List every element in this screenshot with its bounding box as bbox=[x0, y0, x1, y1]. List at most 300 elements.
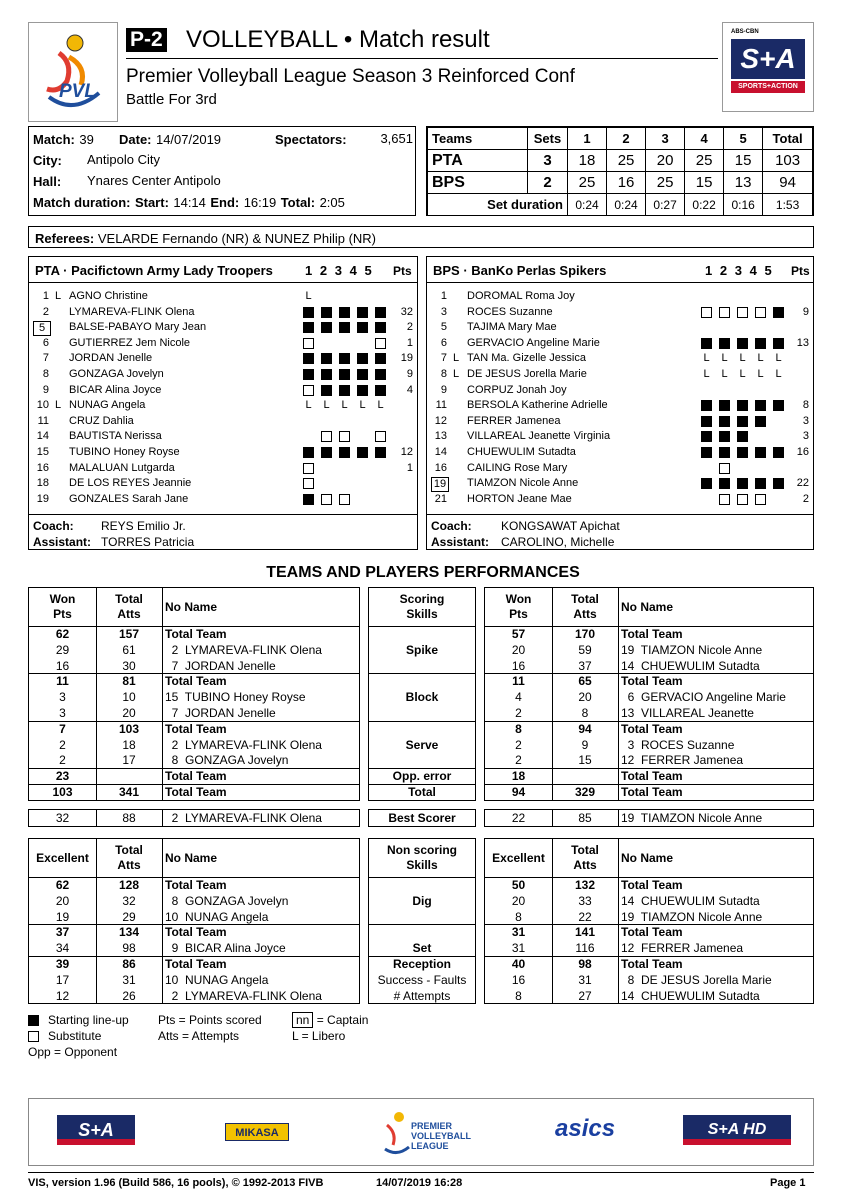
stat-value: 7 bbox=[59, 721, 66, 736]
libero-mark: L bbox=[757, 368, 764, 380]
libero-mark: L bbox=[775, 352, 782, 365]
pts-col: Pts bbox=[791, 264, 810, 278]
left-team-column bbox=[28, 838, 360, 1004]
stat-value: 16 bbox=[55, 658, 70, 673]
starter-square-icon bbox=[719, 416, 730, 427]
starter-square-icon bbox=[737, 478, 748, 489]
set-col: 3 bbox=[334, 263, 342, 278]
stat-attempts: 98 bbox=[578, 957, 592, 971]
player-name: DE LOS REYES Jeannie bbox=[69, 477, 192, 490]
header-total-line1: Total bbox=[571, 592, 599, 606]
stat-attempts: 31 bbox=[122, 972, 136, 987]
starter-square-icon bbox=[701, 338, 712, 349]
player-name: GUTIERREZ Jem Nicole bbox=[69, 336, 191, 349]
sa-mark: S+A bbox=[731, 39, 805, 79]
starter-square-icon bbox=[303, 369, 314, 380]
set-duration: 0:27 bbox=[646, 194, 685, 216]
libero-flag: L bbox=[55, 290, 62, 302]
legend-pts: Pts = Points scored bbox=[158, 1013, 262, 1027]
hdr-set5: 5 bbox=[724, 128, 763, 150]
roster-bps bbox=[426, 256, 814, 550]
stat-attempts: 88 bbox=[122, 811, 136, 825]
header-total bbox=[96, 843, 162, 873]
stat-name: Total Team bbox=[621, 627, 683, 641]
libero-mark: L bbox=[739, 368, 746, 380]
player-points: 2 bbox=[406, 321, 413, 334]
stat-value: 103 bbox=[52, 785, 73, 799]
skill-label: Reception bbox=[392, 957, 451, 971]
legend-start: Starting line-up bbox=[48, 1013, 129, 1027]
mikasa-logo: MIKASA bbox=[225, 1123, 289, 1141]
coach-name: KONGSAWAT Apichat bbox=[501, 519, 620, 533]
header-excellent: Excellent bbox=[36, 851, 89, 865]
coach-label: Coach: bbox=[33, 519, 74, 533]
set-duration-label: Set duration bbox=[428, 194, 568, 216]
starter-square-icon bbox=[375, 447, 386, 458]
player-number: 14 bbox=[434, 446, 447, 458]
hdr-set3: 3 bbox=[646, 128, 685, 150]
player-name: TAN Ma. Gizelle Jessica bbox=[467, 352, 586, 365]
stat-value: 8 bbox=[515, 988, 522, 1003]
player-row bbox=[29, 492, 417, 507]
pvl-logo-text: PVL bbox=[59, 81, 96, 102]
starter-square-icon bbox=[321, 385, 332, 396]
starter-square-icon bbox=[303, 494, 314, 505]
stat-attempts: 157 bbox=[118, 627, 140, 641]
player-row bbox=[29, 367, 417, 382]
player-row bbox=[427, 289, 813, 304]
player-number: 6 bbox=[440, 336, 447, 349]
stat-value: 2 bbox=[515, 706, 522, 720]
header-divider bbox=[369, 626, 475, 627]
starter-square-icon bbox=[375, 307, 386, 318]
starter-square-icon bbox=[321, 369, 332, 380]
roster-header bbox=[427, 257, 813, 283]
header-total-line1: Total bbox=[571, 843, 599, 857]
stat-name: 2 LYMAREVA-FLINK Olena bbox=[165, 811, 322, 825]
stat-attempts: 37 bbox=[578, 658, 592, 673]
starter-square-icon bbox=[375, 322, 386, 333]
stat-name: Total Team bbox=[621, 925, 683, 940]
player-number: 6 bbox=[42, 336, 49, 349]
starter-square-icon bbox=[303, 353, 314, 364]
substitute-square-icon bbox=[339, 431, 350, 442]
group-divider bbox=[369, 924, 475, 925]
skill-label: Best Scorer bbox=[388, 811, 456, 825]
stat-attempts: 86 bbox=[122, 957, 136, 971]
set-score: 18 bbox=[568, 150, 607, 172]
performance-title: TEAMS AND PLAYERS PERFORMANCES bbox=[266, 564, 580, 581]
libero-mark: L bbox=[305, 399, 312, 412]
stat-attempts: 15 bbox=[578, 753, 592, 768]
stat-name: 7 JORDAN Jenelle bbox=[165, 658, 276, 673]
player-row bbox=[29, 414, 417, 429]
starter-square-icon bbox=[375, 353, 386, 364]
player-name: LYMAREVA-FLINK Olena bbox=[69, 305, 195, 318]
stat-attempts: 329 bbox=[574, 785, 596, 799]
header-name: No Name bbox=[165, 600, 218, 614]
city-label: City: bbox=[33, 153, 62, 168]
stat-name: 2 LYMAREVA-FLINK Olena bbox=[165, 642, 322, 657]
substitute-square-icon bbox=[719, 307, 730, 318]
stat-value: 2 bbox=[515, 753, 522, 768]
stat-value: 12 bbox=[55, 988, 70, 1003]
stat-value: 31 bbox=[511, 925, 526, 940]
stat-attempts: 128 bbox=[118, 878, 140, 892]
stat-attempts: 134 bbox=[118, 925, 140, 940]
starter-square-icon bbox=[701, 431, 712, 442]
set-row-bps bbox=[428, 172, 813, 194]
player-points: 3 bbox=[802, 430, 809, 443]
substitute-square-icon bbox=[321, 494, 332, 505]
stat-value: 31 bbox=[511, 941, 526, 956]
set-col-headers bbox=[305, 263, 372, 278]
player-number: 12 bbox=[434, 414, 447, 427]
set-score: 13 bbox=[724, 172, 763, 194]
stat-name: Total Team bbox=[165, 785, 227, 799]
player-number: 16 bbox=[434, 461, 447, 474]
stat-value: 2 bbox=[515, 737, 522, 752]
starter-square-icon bbox=[719, 338, 730, 349]
set-header-row bbox=[428, 128, 813, 150]
starting-square-icon bbox=[28, 1015, 39, 1026]
stat-attempts: 26 bbox=[122, 988, 136, 1003]
sets-won: 2 bbox=[528, 172, 568, 194]
player-row bbox=[29, 398, 417, 413]
page-code: P-2 bbox=[126, 28, 167, 52]
substitute-square-icon bbox=[737, 494, 748, 505]
footer-printed: 14/07/2019 16:28 bbox=[376, 1177, 463, 1189]
starter-square-icon bbox=[719, 478, 730, 489]
hall-value: Ynares Center Antipolo bbox=[87, 173, 221, 188]
stat-name: 19 TIAMZON Nicole Anne bbox=[621, 811, 763, 825]
stat-name: 2 LYMAREVA-FLINK Olena bbox=[165, 737, 322, 752]
sets-won: 3 bbox=[528, 150, 568, 172]
team-code: BPS bbox=[428, 172, 528, 194]
set-score: 15 bbox=[685, 172, 724, 194]
substitute-square-icon bbox=[701, 307, 712, 318]
player-points: 22 bbox=[796, 477, 809, 490]
player-number: 5 bbox=[33, 321, 51, 336]
set-scores-table bbox=[426, 126, 814, 216]
player-number: 10 bbox=[36, 399, 49, 412]
header-skills bbox=[369, 843, 475, 873]
stat-name: 13 VILLAREAL Jeanette bbox=[621, 706, 754, 720]
start-time: 14:14 bbox=[173, 195, 206, 210]
stat-attempts: 341 bbox=[118, 785, 140, 799]
header-total-line1: Total bbox=[115, 843, 143, 857]
stat-value: 19 bbox=[55, 909, 70, 924]
set-score: 25 bbox=[685, 150, 724, 172]
stat-value: 62 bbox=[55, 878, 70, 892]
stat-attempts: 9 bbox=[581, 737, 589, 752]
header-skills bbox=[369, 592, 475, 622]
team-code: PTA bbox=[428, 150, 528, 172]
spectators-count: 3,651 bbox=[380, 131, 413, 146]
player-row bbox=[427, 383, 813, 398]
spectators-label: Spectators: bbox=[275, 132, 347, 147]
stat-value: 2 bbox=[59, 737, 66, 752]
starter-square-icon bbox=[755, 338, 766, 349]
stat-attempts: 98 bbox=[122, 941, 136, 956]
starter-square-icon bbox=[701, 447, 712, 458]
set-duration: 0:22 bbox=[685, 194, 724, 216]
stat-value: 62 bbox=[55, 627, 70, 641]
city-value: Antipolo City bbox=[87, 152, 160, 167]
libero-mark: L bbox=[377, 399, 384, 412]
asics-logo: asics bbox=[555, 1115, 616, 1142]
starter-square-icon bbox=[701, 478, 712, 489]
player-row bbox=[29, 305, 417, 320]
stat-value: 37 bbox=[55, 925, 70, 940]
set-duration: 0:24 bbox=[607, 194, 646, 216]
starter-square-icon bbox=[321, 322, 332, 333]
player-number: 18 bbox=[36, 477, 49, 490]
stat-attempts: 8 bbox=[581, 706, 589, 720]
starter-square-icon bbox=[321, 307, 332, 318]
stat-attempts: 170 bbox=[574, 627, 596, 641]
stat-value: 17 bbox=[55, 972, 70, 987]
stat-attempts: 27 bbox=[578, 988, 592, 1003]
player-number: 11 bbox=[37, 414, 49, 427]
column-divider bbox=[618, 839, 619, 1003]
stat-attempts: 103 bbox=[118, 721, 140, 736]
stat-attempts: 65 bbox=[578, 674, 592, 689]
match-phase: Battle For 3rd bbox=[126, 91, 217, 108]
sports-action-logo bbox=[722, 22, 814, 112]
stat-value: 20 bbox=[55, 893, 70, 908]
stat-value: 3 bbox=[59, 706, 66, 720]
end-time: 16:19 bbox=[243, 195, 277, 210]
right-team-column bbox=[484, 838, 814, 1004]
starter-square-icon bbox=[321, 353, 332, 364]
header-name: No Name bbox=[621, 851, 674, 865]
starter-square-icon bbox=[303, 322, 314, 333]
starter-square-icon bbox=[375, 385, 386, 396]
referees-value: VELARDE Fernando (NR) & NUNEZ Philip (NR) bbox=[97, 231, 377, 246]
substitute-square-icon bbox=[321, 431, 332, 442]
libero-mark: L bbox=[703, 352, 710, 365]
skill-label: Total bbox=[408, 785, 436, 799]
stat-value: 34 bbox=[55, 941, 70, 956]
legend-opp: Opp = Opponent bbox=[28, 1045, 118, 1059]
player-number: 5 bbox=[440, 321, 447, 334]
set-col: 5 bbox=[364, 263, 372, 278]
stat-value: 32 bbox=[55, 811, 70, 825]
set-duration: 0:24 bbox=[568, 194, 607, 216]
coach-label: Coach: bbox=[431, 519, 472, 533]
stat-value: 22 bbox=[511, 811, 526, 825]
legend-libero: L = Libero bbox=[292, 1029, 346, 1043]
duration-label: Match duration: bbox=[33, 195, 131, 210]
player-points: 16 bbox=[796, 446, 809, 458]
starter-square-icon bbox=[755, 447, 766, 458]
libero-mark: L bbox=[739, 352, 746, 365]
player-number: 2 bbox=[42, 305, 49, 318]
substitute-square-icon bbox=[719, 494, 730, 505]
player-number: 9 bbox=[440, 383, 447, 396]
stat-value: 2 bbox=[59, 753, 66, 768]
player-name: DE JESUS Jorella Marie bbox=[467, 368, 587, 380]
stat-value: 40 bbox=[511, 957, 526, 971]
stat-name: Total Team bbox=[165, 721, 227, 736]
header-total bbox=[552, 843, 618, 873]
legend bbox=[28, 1012, 448, 1062]
sponsor-bar bbox=[28, 1098, 814, 1166]
substitute-square-icon bbox=[303, 338, 314, 349]
hdr-total: Total bbox=[763, 128, 813, 150]
header-excellent: Excellent bbox=[492, 851, 545, 865]
player-number: 16 bbox=[36, 461, 49, 474]
coach-divider bbox=[427, 514, 813, 515]
player-name: VILLAREAL Jeanette Virginia bbox=[467, 430, 611, 443]
player-row bbox=[427, 476, 813, 491]
stat-name: 14 CHUEWULIM Sutadta bbox=[621, 988, 760, 1003]
header-won-line1: Won bbox=[49, 592, 76, 606]
starter-square-icon bbox=[339, 369, 350, 380]
player-name: BALSE-PABAYO Mary Jean bbox=[69, 321, 207, 334]
stat-name: 19 TIAMZON Nicole Anne bbox=[621, 909, 763, 924]
player-row bbox=[29, 461, 417, 476]
player-number: 9 bbox=[42, 383, 49, 396]
footer-page: Page 1 bbox=[770, 1177, 806, 1189]
starter-square-icon bbox=[321, 447, 332, 458]
set-score: 15 bbox=[724, 150, 763, 172]
stat-attempts: 61 bbox=[122, 642, 136, 657]
player-row bbox=[29, 445, 417, 460]
stat-attempts: 132 bbox=[574, 878, 596, 892]
player-points: 8 bbox=[802, 399, 809, 412]
libero-mark: L bbox=[341, 399, 348, 412]
substitute-square-icon bbox=[375, 338, 386, 349]
player-points: 13 bbox=[796, 336, 809, 349]
stat-value: 50 bbox=[511, 878, 526, 892]
player-number: 14 bbox=[36, 430, 49, 443]
player-name: GERVACIO Angeline Marie bbox=[467, 336, 600, 349]
footer-version: VIS, version 1.96 (Build 586, 16 pools), © 1992-2013 FIVB bbox=[28, 1177, 324, 1189]
stat-value: 29 bbox=[55, 642, 70, 657]
header-won-line1: Won bbox=[505, 592, 532, 606]
header-skills-line1: Scoring bbox=[399, 592, 445, 606]
stat-name: 3 ROCES Suzanne bbox=[621, 737, 735, 752]
player-points: 32 bbox=[400, 305, 413, 318]
set-duration-row bbox=[428, 194, 813, 216]
stat-attempts: 29 bbox=[122, 909, 136, 924]
libero-mark: L bbox=[703, 368, 710, 380]
legend-atts: Atts = Attempts bbox=[158, 1029, 240, 1043]
header-total bbox=[96, 592, 162, 622]
header-total-line2: Atts bbox=[117, 858, 141, 872]
player-number: 19 bbox=[36, 492, 49, 505]
stat-attempts: 30 bbox=[122, 658, 136, 673]
starter-square-icon bbox=[357, 322, 368, 333]
stat-value: 20 bbox=[511, 642, 526, 657]
stat-attempts: 20 bbox=[122, 706, 136, 720]
hdr-sets: Sets bbox=[528, 128, 568, 150]
starter-square-icon bbox=[737, 416, 748, 427]
player-row bbox=[427, 492, 813, 507]
stat-name: Total Team bbox=[165, 878, 227, 892]
starter-square-icon bbox=[339, 322, 350, 333]
header-won bbox=[485, 592, 552, 622]
player-row bbox=[427, 429, 813, 444]
header-won-line2: Pts bbox=[53, 607, 72, 621]
substitute-square-icon bbox=[737, 307, 748, 318]
set-col: 1 bbox=[705, 263, 713, 278]
stat-attempts: 31 bbox=[578, 972, 592, 987]
libero-flag: L bbox=[453, 368, 460, 380]
pvl-sponsor-logo bbox=[381, 1109, 471, 1161]
header-total-line2: Atts bbox=[117, 607, 141, 621]
player-row bbox=[427, 320, 813, 335]
starter-square-icon bbox=[357, 307, 368, 318]
stat-attempts: 81 bbox=[122, 674, 136, 689]
player-name: CRUZ Dahlia bbox=[69, 414, 134, 427]
starter-square-icon bbox=[719, 431, 730, 442]
player-name: BICAR Alina Joyce bbox=[69, 383, 162, 396]
player-name: JORDAN Jenelle bbox=[69, 352, 153, 365]
skill-label: Spike bbox=[405, 642, 438, 657]
column-divider bbox=[162, 839, 163, 1003]
set-score: 20 bbox=[646, 150, 685, 172]
sa-subtitle: SPORTS+ACTION bbox=[731, 81, 805, 93]
player-name: TAJIMA Mary Mae bbox=[467, 321, 557, 334]
stat-attempts: 32 bbox=[122, 893, 136, 908]
player-name: FERRER Jamenea bbox=[467, 414, 561, 427]
stat-value: 18 bbox=[511, 769, 526, 784]
assistant-name: CAROLINO, Michelle bbox=[501, 535, 615, 549]
referees-label: Referees: bbox=[35, 231, 95, 246]
set-duration: 0:16 bbox=[724, 194, 763, 216]
player-name: TIAMZON Nicole Anne bbox=[467, 477, 579, 490]
starter-square-icon bbox=[773, 478, 784, 489]
team-title: PTA · Pacifictown Army Lady Troopers bbox=[35, 263, 273, 278]
header-skills-line2: Skills bbox=[406, 858, 438, 872]
stat-name: 12 FERRER Jamenea bbox=[621, 753, 744, 768]
set-col-headers bbox=[705, 263, 772, 278]
player-points: 4 bbox=[406, 383, 413, 396]
libero-flag: L bbox=[453, 352, 460, 365]
libero-mark: L bbox=[775, 368, 782, 380]
player-number: 1 bbox=[440, 290, 447, 302]
stat-value: 8 bbox=[515, 909, 522, 924]
skill-label: Set bbox=[412, 941, 432, 956]
stat-name: 9 BICAR Alina Joyce bbox=[165, 941, 286, 956]
player-number: 7 bbox=[42, 352, 49, 365]
group-divider bbox=[369, 721, 475, 722]
stat-value: 8 bbox=[515, 721, 522, 736]
hdr-set4: 4 bbox=[685, 128, 724, 150]
header-name: No Name bbox=[621, 600, 674, 614]
substitute-square-icon bbox=[303, 385, 314, 396]
starter-square-icon bbox=[773, 400, 784, 411]
stat-attempts: 94 bbox=[578, 721, 592, 736]
player-row bbox=[29, 476, 417, 491]
player-points: 19 bbox=[400, 352, 413, 365]
match-label: Match: bbox=[33, 132, 75, 147]
player-row bbox=[427, 461, 813, 476]
captain-box: nn bbox=[292, 1012, 313, 1028]
player-row bbox=[427, 305, 813, 320]
assistant-name: TORRES Patricia bbox=[101, 535, 195, 549]
stat-name: 10 NUNAG Angela bbox=[165, 972, 269, 987]
player-row bbox=[427, 445, 813, 460]
match-info-panel bbox=[28, 126, 416, 216]
player-row bbox=[427, 336, 813, 351]
column-divider bbox=[162, 810, 163, 826]
libero-mark: L bbox=[359, 399, 366, 412]
stat-name: 8 DE JESUS Jorella Marie bbox=[621, 972, 772, 987]
